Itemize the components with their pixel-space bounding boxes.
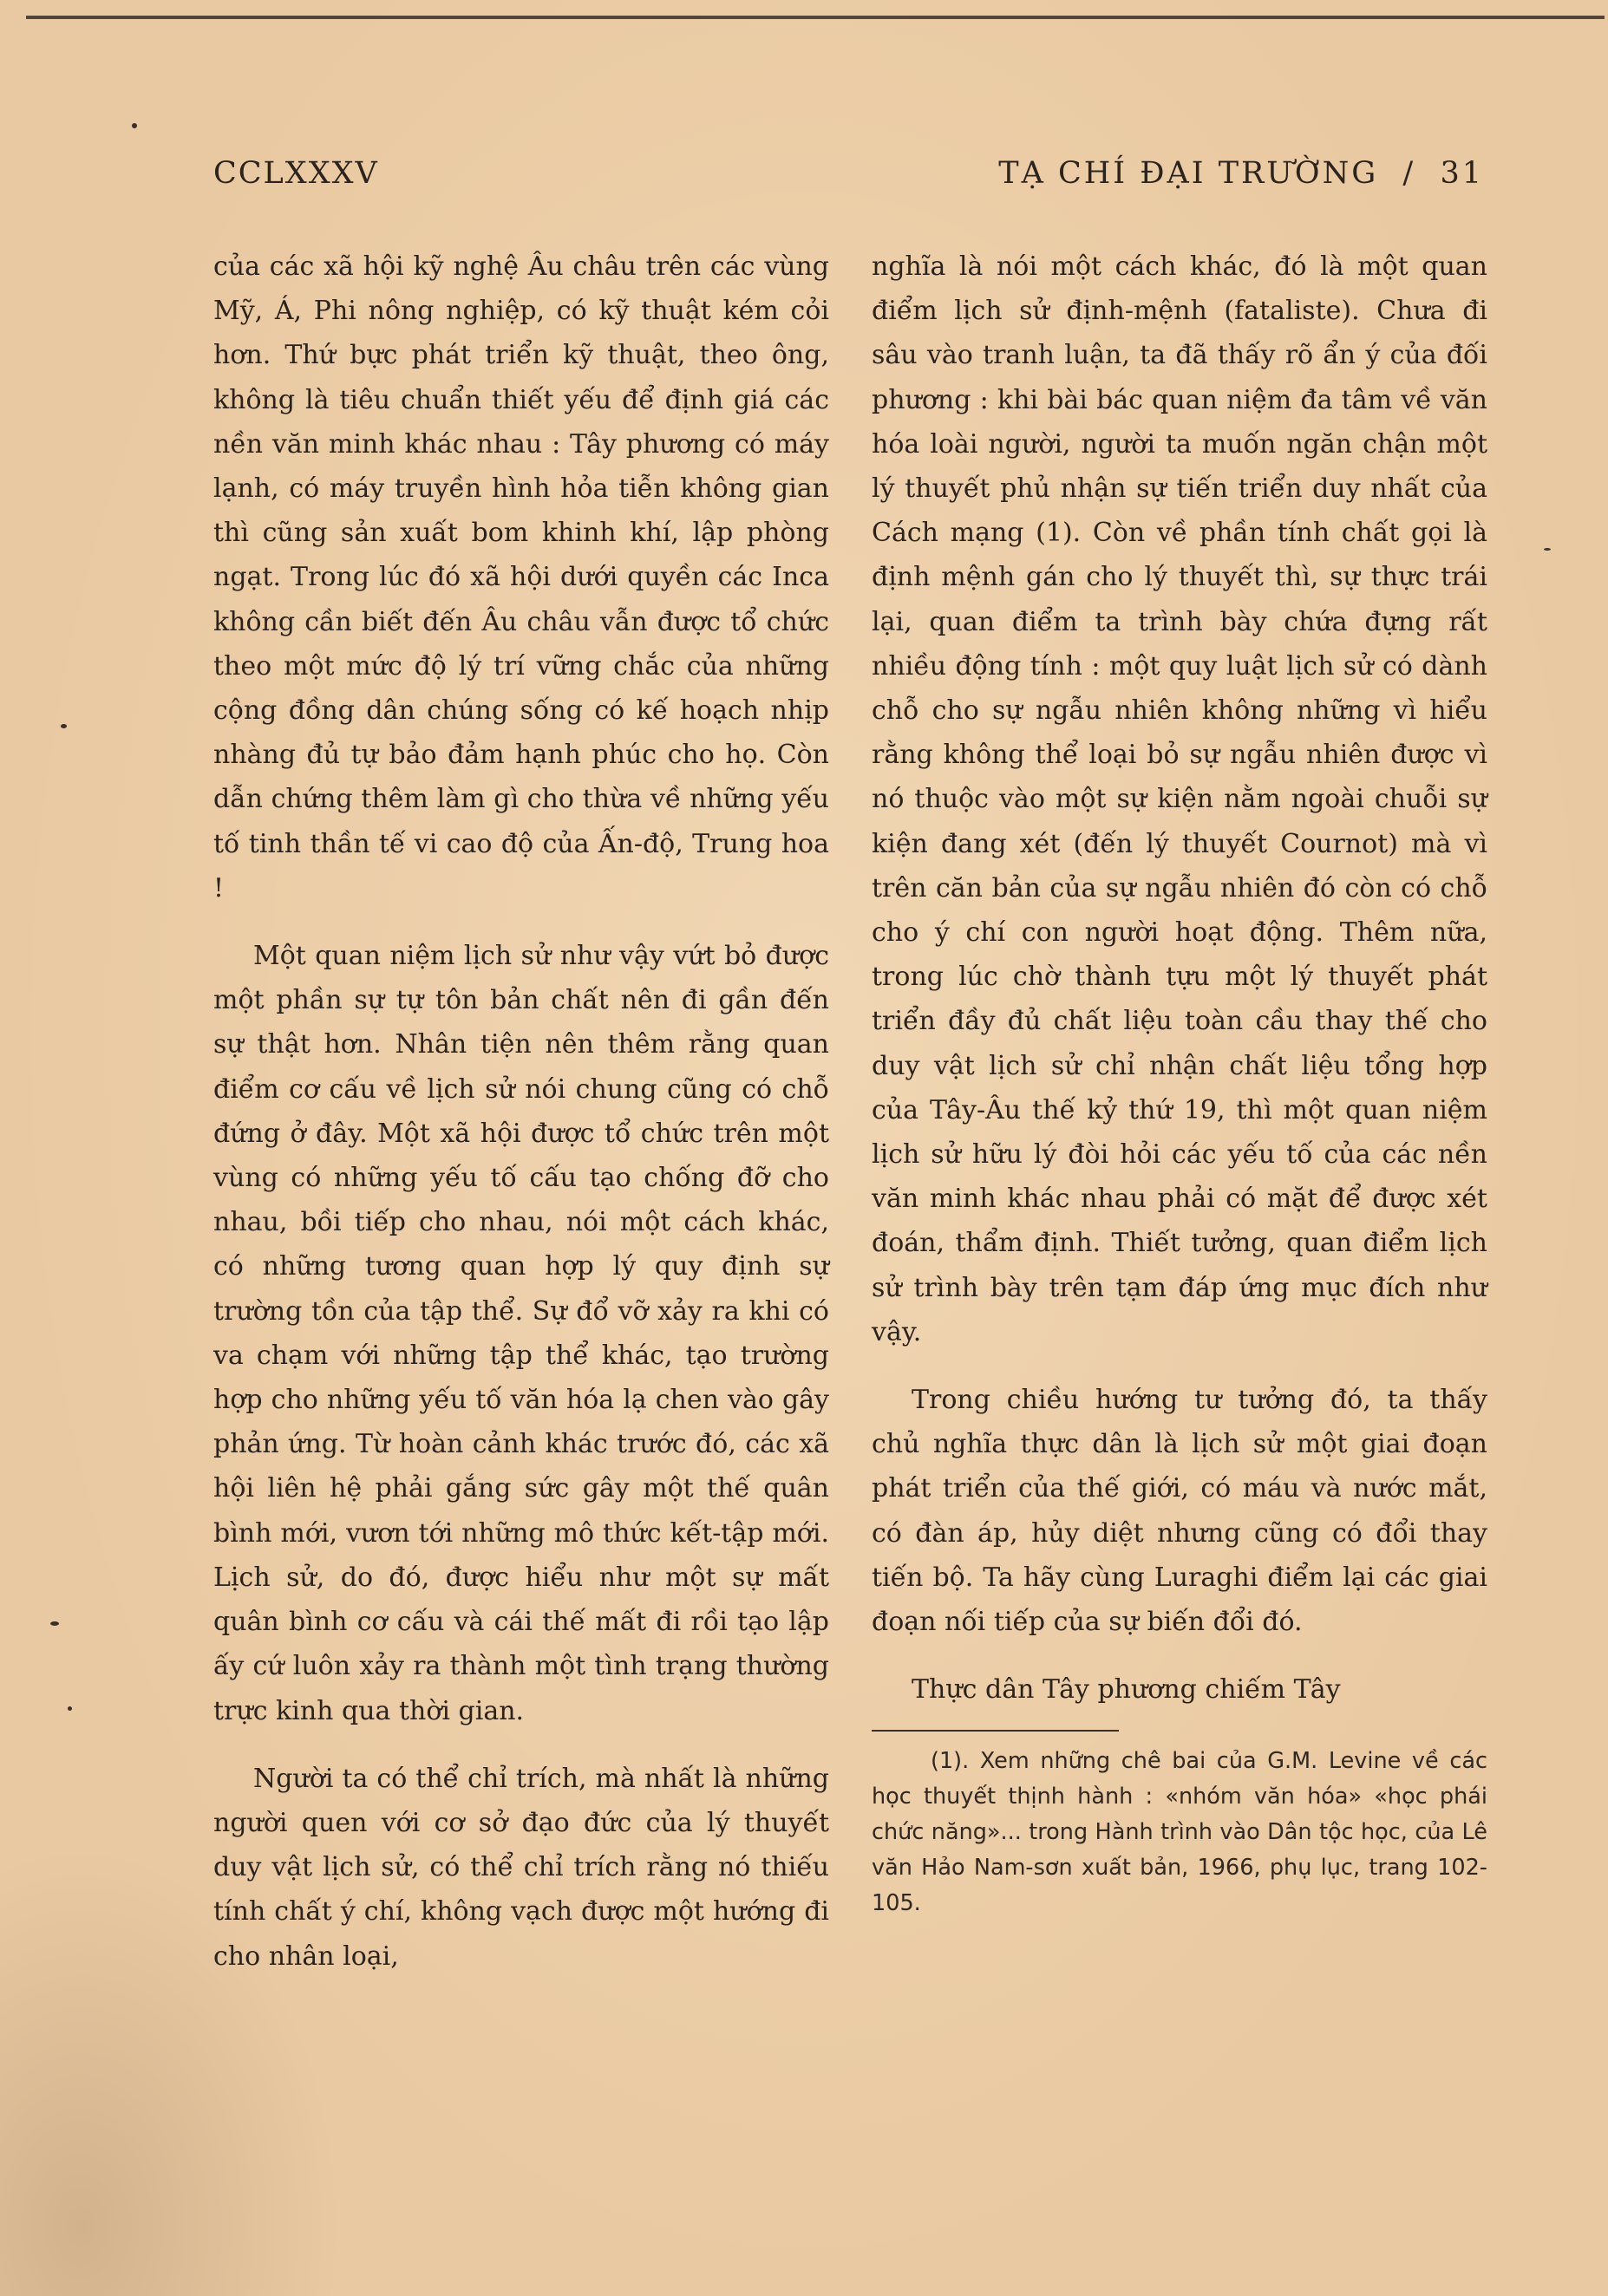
page-header bbox=[213, 156, 1484, 199]
footnote: (1). Xem những chê bai của G.M. Levine về các học thuyết thịnh hành : «nhóm văn hóa» «học phái chức năng»... trong Hành trình vào Dân tộc học, của Lê văn Hảo Nam-sơn xuất bản, 1966, phụ lục, trang 102-105. bbox=[872, 1747, 1487, 1916]
running-title: TẠ CHÍ ĐẠI TRƯỜNG / 31 bbox=[998, 156, 1484, 191]
page-speck bbox=[132, 123, 137, 128]
footnote-rule bbox=[872, 1730, 1119, 1732]
chapter-numeral: CCLXXXV bbox=[213, 156, 379, 191]
left-column bbox=[213, 245, 829, 1979]
page-speck bbox=[61, 724, 67, 728]
left-paragraph-1: của các xã hội kỹ nghệ Âu châu trên các vùng Mỹ, Á, Phi nông nghiệp, có kỹ thuật kém cỏi hơn. Thứ bực phát triển kỹ thuật, theo ông, không là tiêu chuẩn thiết yếu để định giá các nền văn minh khác nhau : Tây phương có máy lạnh, có máy truyền hình hỏa tiễn không gian thì cũng sản xuất bom khinh khí, lập phòng ngạt. Trong lúc đó xã hội dưới quyền các Inca không cần biết đến Âu châu vẫn được tổ chức theo một mức độ lý trí vững chắc của những cộng đồng dân chúng sống có kế hoạch nhịp nhàng đủ tự bảo đảm hạnh phúc cho họ. Còn dẫn chứng thêm làm gì cho thừa về những yếu tố tinh thần tế vi cao độ của Ấn-độ, Trung hoa ! bbox=[213, 251, 829, 903]
right-paragraph-1: nghĩa là nói một cách khác, đó là một quan điểm lịch sử định-mệnh (fataliste). Chưa đi sâu vào tranh luận, ta đã thấy rõ ẩn ý của đối phương : khi bài bác quan niệm đa tâm về văn hóa loài người, người ta muốn ngăn chận một lý thuyết phủ nhận sự tiến triển duy nhất của Cách mạng (1). Còn về phần tính chất gọi là định mệnh gán cho lý thuyết thì, sự thực trái lại, quan điểm ta trình bày chứa đựng rất nhiều động tính : một quy luật lịch sử có dành chỗ cho sự ngẫu nhiên không những vì hiểu rằng không thể loại bỏ sự ngẫu nhiên được vì nó thuộc vào một sự kiện nằm ngoài chuỗi sự kiện đang xét (đến lý thuyết Cournot) mà vì trên căn bản của sự ngẫu nhiên đó còn có chỗ cho ý chí con người hoạt động. Thêm nữa, trong lúc chờ thành tựu một lý thuyết phát triển đầy đủ chất liệu toàn cầu thay thế cho duy vật lịch sử chỉ nhận chất liệu tổng hợp của Tây-Âu thế kỷ thứ 19, thì một quan niệm lịch sử hữu lý đòi hỏi các yếu tố của các nền văn minh khác nhau phải có mặt để được xét đoán, thẩm định. Thiết tưởng, quan điểm lịch sử trình bày trên tạm đáp ứng mục đích như vậy. bbox=[872, 251, 1487, 1347]
page-speck bbox=[50, 1621, 59, 1626]
left-paragraph-2: Một quan niệm lịch sử như vậy vứt bỏ được một phần sự tự tôn bản chất nên đi gần đến sự thật hơn. Nhân tiện nên thêm rằng quan điểm cơ cấu về lịch sử nói chung cũng có chỗ đứng ở đây. Một xã hội được tổ chức trên một vùng có những yếu tố cấu tạo chống đỡ cho nhau, bồi tiếp cho nhau, nói một cách khác, có những tương quan hợp lý quy định sự trường tồn của tập thể. Sự đổ vỡ xảy ra khi có va chạm với những tập thể khác, tạo trường hợp cho những yếu tố văn hóa lạ chen vào gây phản ứng. Từ hoàn cảnh khác trước đó, các xã hội liên hệ phải gắng sức gây một thế quân bình mới, vươn tới những mô thức kết-tập mới. Lịch sử, do đó, được hiểu như một sự mất quân bình cơ cấu và cái thế mất đi rồi tạo lập ấy cứ luôn xảy ra thành một tình trạng thường trực kinh qua thời gian. bbox=[213, 941, 829, 1726]
right-paragraph-3: Thực dân Tây phương chiếm Tây bbox=[912, 1674, 1341, 1706]
page-speck bbox=[68, 1706, 72, 1711]
left-paragraph-3: Người ta có thể chỉ trích, mà nhất là những người quen với cơ sở đạo đức của lý thuyết duy vật lịch sử, có thể chỉ trích rằng nó thiếu tính chất ý chí, không vạch được một hướng đi cho nhân loại, bbox=[213, 1763, 829, 1972]
top-rule bbox=[26, 16, 1605, 19]
right-column bbox=[872, 245, 1487, 1921]
page-speck bbox=[1544, 548, 1551, 551]
right-paragraph-2: Trong chiều hướng tư tưởng đó, ta thấy chủ nghĩa thực dân là lịch sử một giai đoạn phát triển của thế giới, có máu và nước mắt, có đàn áp, hủy diệt nhưng cũng có đổi thay tiến bộ. Ta hãy cùng Luraghi điểm lại các giai đoạn nối tiếp của sự biến đổi đó. bbox=[872, 1385, 1487, 1638]
